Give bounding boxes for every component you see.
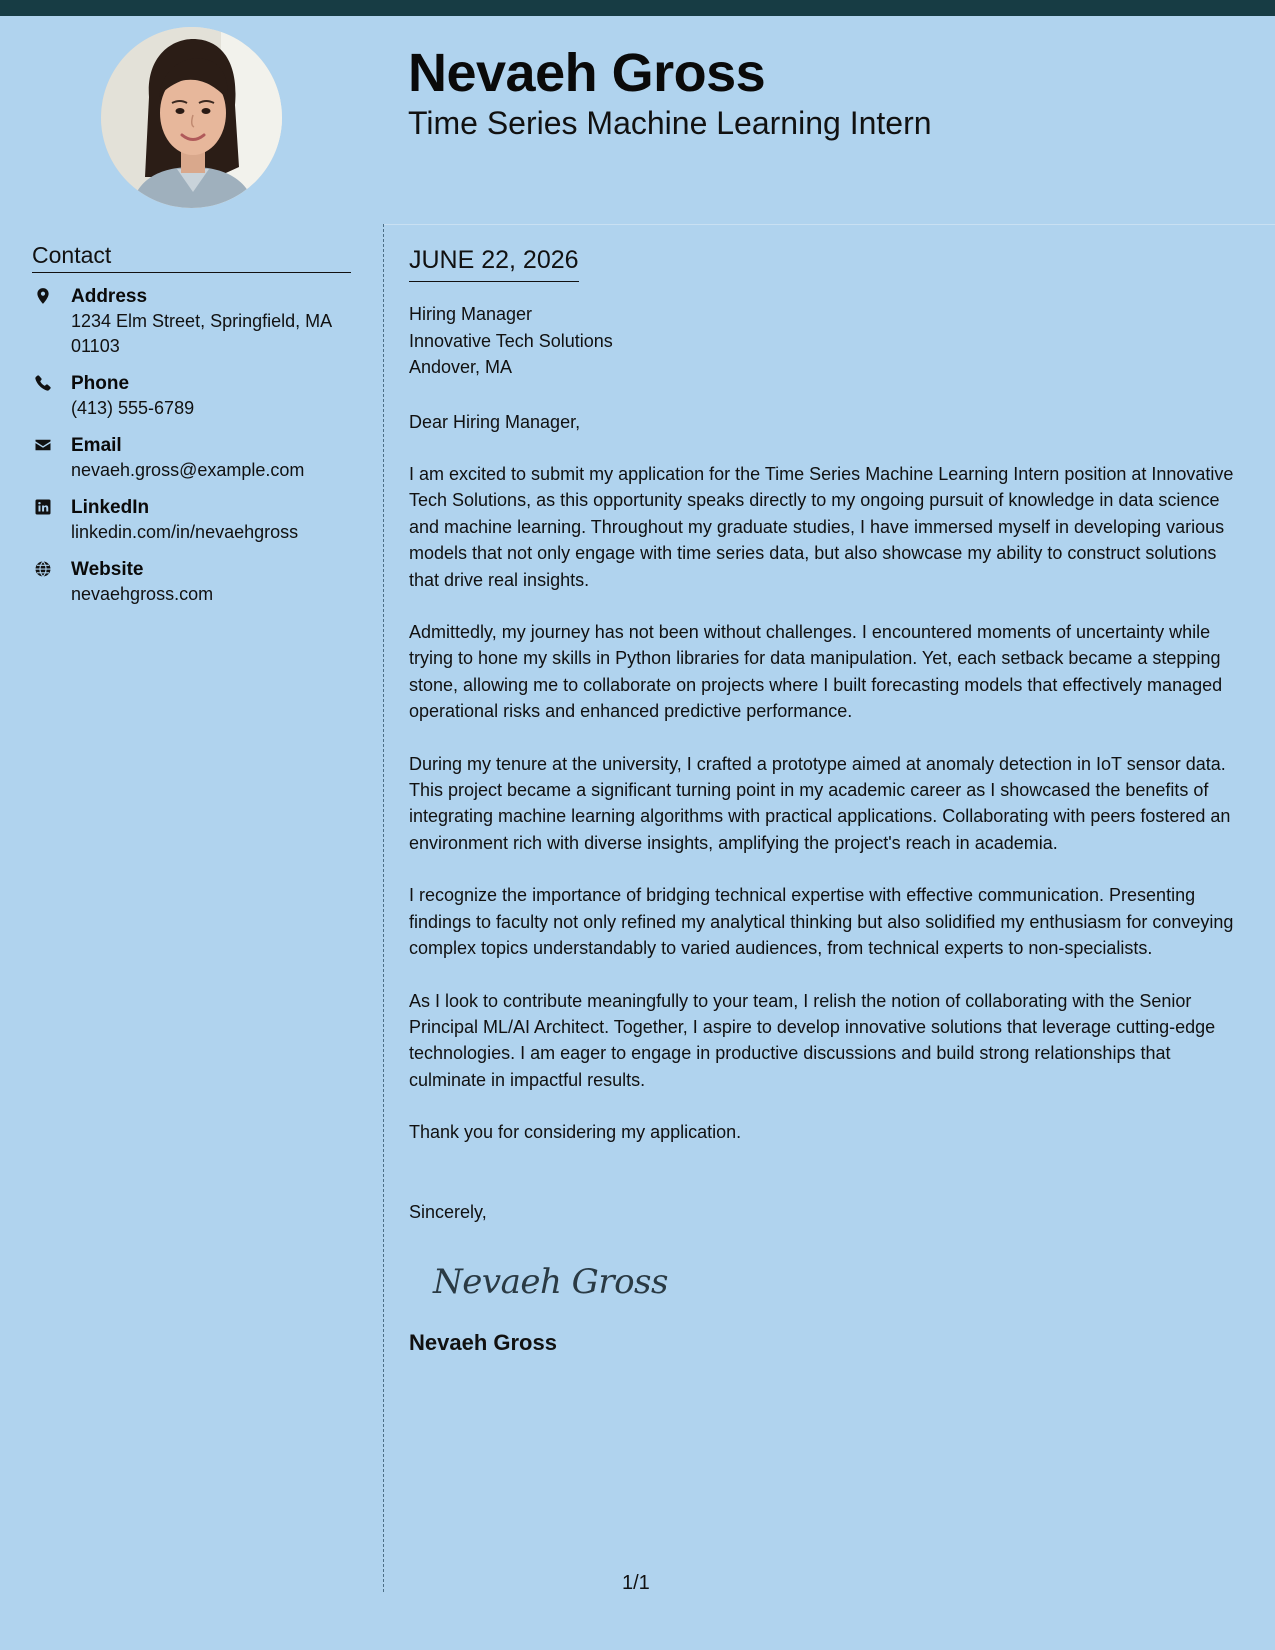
linkedin-value: linkedin.com/in/nevaehgross xyxy=(71,522,299,542)
top-bar xyxy=(0,0,1275,16)
applicant-name: Nevaeh Gross xyxy=(408,43,766,103)
contact-phone xyxy=(32,372,351,421)
contact-label: Email xyxy=(71,435,122,456)
handwritten-signature: Nevaeh Gross xyxy=(433,1262,668,1303)
contact-sidebar xyxy=(32,240,351,620)
recipient-line: Hiring Manager xyxy=(409,304,533,324)
address-value: 1234 Elm Street, Springfield, MA 01103 xyxy=(71,311,332,356)
globe-icon xyxy=(34,560,52,578)
header-divider xyxy=(383,224,1275,225)
contact-website xyxy=(32,558,351,607)
page-number: 1/1 xyxy=(622,1572,650,1594)
phone-value: (413) 555-6789 xyxy=(71,398,195,418)
letter-paragraph: During my tenure at the university, I crafted a prototype aimed at anomaly detection in IoT sensor data. This project became a significant turning point in my academic career as I showcased the benefits of integrating machine learning algorithms with practical applications. Collaborating with peers fostered an environment rich with diverse insights, amplifying the project's reach in academia. xyxy=(409,753,1231,853)
job-title: Time Series Machine Learning Intern xyxy=(408,105,932,141)
contact-heading: Contact xyxy=(32,240,351,273)
contact-label: Address xyxy=(71,286,148,307)
recipient-block xyxy=(409,301,1249,381)
letter-paragraph: Admittedly, my journey has not been without challenges. I encountered moments of uncertainty while trying to hone my skills in Python libraries for data manipulation. Yet, each setback became a stepping stone, allowing me to collaborate on projects where I built forecasting models that effectively managed operational risks and enhanced predictive performance. xyxy=(409,622,1223,722)
letter-date: JUNE 22, 2026 xyxy=(409,243,579,282)
linkedin-icon xyxy=(34,498,52,516)
contact-email xyxy=(32,434,351,483)
contact-address xyxy=(32,285,351,359)
letter-paragraph: I am excited to submit my application for the Time Series Machine Learning Intern position at Innovative Tech Solutions, as this opportunity speaks directly to my ongoing pursuit of knowledge in data science and machine learning. Throughout my graduate studies, I have immersed myself in developing various models that not only engage with time series data, but also showcase my ability to construct solutions that drive real insights. xyxy=(409,464,1234,590)
contact-label: Website xyxy=(71,559,144,580)
signer-name: Nevaeh Gross xyxy=(409,1330,557,1356)
contact-linkedin xyxy=(32,496,351,545)
letter-body xyxy=(409,243,1249,1358)
letter-paragraph: As I look to contribute meaningfully to your team, I relish the notion of collaborating with the Senior Principal ML/AI Architect. Together, I aspire to develop innovative solutions that leverage cutting-edge technologies. I am eager to engage in productive discussions and build strong relationships that culminate in impactful results. xyxy=(409,990,1216,1090)
profile-photo xyxy=(101,27,282,208)
contact-label: Phone xyxy=(71,373,130,394)
salutation: Dear Hiring Manager, xyxy=(409,411,581,432)
map-pin-icon xyxy=(34,287,52,305)
website-value: nevaehgross.com xyxy=(71,584,214,604)
envelope-icon xyxy=(34,436,52,454)
recipient-line: Andover, MA xyxy=(409,357,513,377)
letter-paragraph: I recognize the importance of bridging technical expertise with effective communication. Presenting findings to faculty not only refined my analytical thinking but also solidified my enthusiasm for conveying complex topics understandably to varied audiences, from technical experts to non-specialists. xyxy=(409,885,1234,959)
recipient-line: Innovative Tech Solutions xyxy=(409,330,613,351)
contact-label: LinkedIn xyxy=(71,497,150,518)
letter-paragraph: Thank you for considering my application. xyxy=(409,1122,742,1143)
phone-icon xyxy=(34,374,52,392)
column-divider xyxy=(383,224,384,1592)
closing: Sincerely, xyxy=(409,1201,487,1222)
email-value: nevaeh.gross@example.com xyxy=(71,460,305,480)
